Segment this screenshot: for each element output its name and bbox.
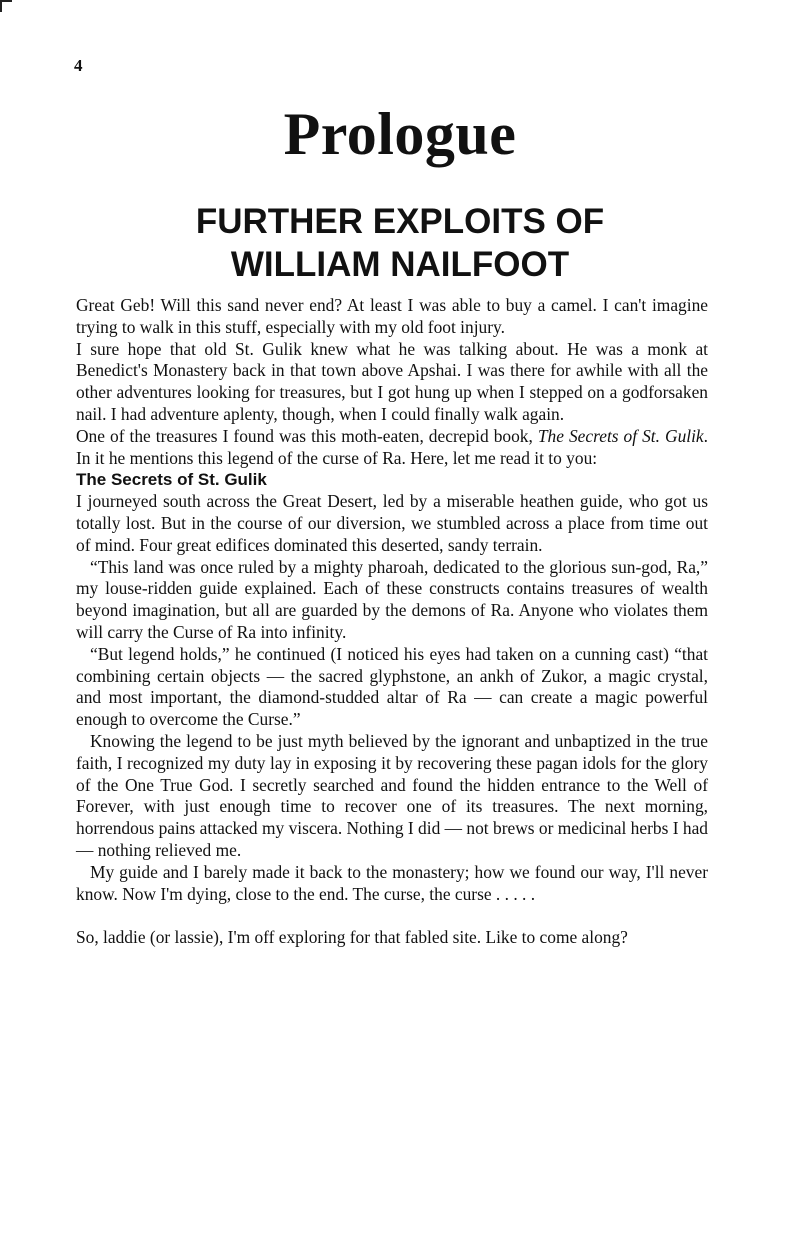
paragraph: Great Geb! Will this sand never end? At least I was able to buy a camel. I can't imagine trying to walk in this stuff, especially with my old foot injury. [76, 295, 708, 337]
paragraph: “But legend holds,” he continued (I noticed his eyes had taken on a cunning cast) “that combining certain objects — the sacred glyphstone, an ankh of Zukor, a magic crystal, and most important, the diamond-studded altar of Ra — can create a magic powerful enough to overcome the Curse.” [76, 643, 708, 730]
subtitle-line: WILLIAM NAILFOOT [230, 245, 570, 284]
paragraph [76, 426, 708, 470]
paragraph-gap [76, 905, 708, 927]
paragraph-text: One of the treasures I found was this moth-eaten, decrepid book, [76, 425, 538, 446]
body-text [76, 295, 708, 949]
section-heading: The Secrets of St. Gulik [76, 470, 267, 490]
paragraph: My guide and I barely made it back to the monastery; how we found our way, I'll never know. Now I'm dying, close to the end. The curse, the curse . . . . . [76, 861, 708, 904]
page-number: 4 [74, 56, 83, 75]
page-title: Prologue [283, 101, 517, 167]
scan-corner-mark [0, 0, 12, 12]
chapter-subtitle [0, 200, 800, 286]
paragraph: “This land was once ruled by a mighty pharoah, dedicated to the glorious sun-god, Ra,” my louse-ridden guide explained. Each of these constructs contains treasures of wealth beyond imagination, but all are guarded by the demons of Ra. Anyone who violates them will carry the Curse of Ra into infinity. [76, 556, 708, 642]
paragraph: I journeyed south across the Great Desert, led by a miserable heathen guide, who got us totally lost. But in the course of our diversion, we stumbled across a place from time out of mind. Four great edifices dominated this deserted, sandy terrain. [76, 491, 708, 555]
paragraph: I sure hope that old St. Gulik knew what he was talking about. He was a monk at Benedict's Monastery back in that town above Apshai. I was there for awhile with all the other adventures looking for treasures, but I got hung up when I stepped on a godforsaken nail. I had adventure aplenty, though, when I could finally walk again. [76, 338, 708, 424]
paragraph-text: . In it he mentions this legend of the curse of Ra. Here, let me read it to you: [76, 425, 709, 468]
subtitle-line: FURTHER EXPLOITS OF [195, 202, 605, 241]
paragraph: Knowing the legend to be just myth believed by the ignorant and unbaptized in the true faith, I recognized my duty lay in exposing it by recovering these pagan idols for the glory of the One True God. I secretly searched and found the hidden entrance to the Well of Forever, with just enough time to recover one of its treasures. The next morning, horrendous pains attacked my viscera. Nothing I did — not brews or medicinal herbs I had — nothing relieved me. [76, 730, 708, 860]
book-title: The Secrets of St. Gulik [537, 425, 704, 446]
closing-paragraph: So, laddie (or lassie), I'm off exploring for that fabled site. Like to come along? [76, 927, 628, 948]
